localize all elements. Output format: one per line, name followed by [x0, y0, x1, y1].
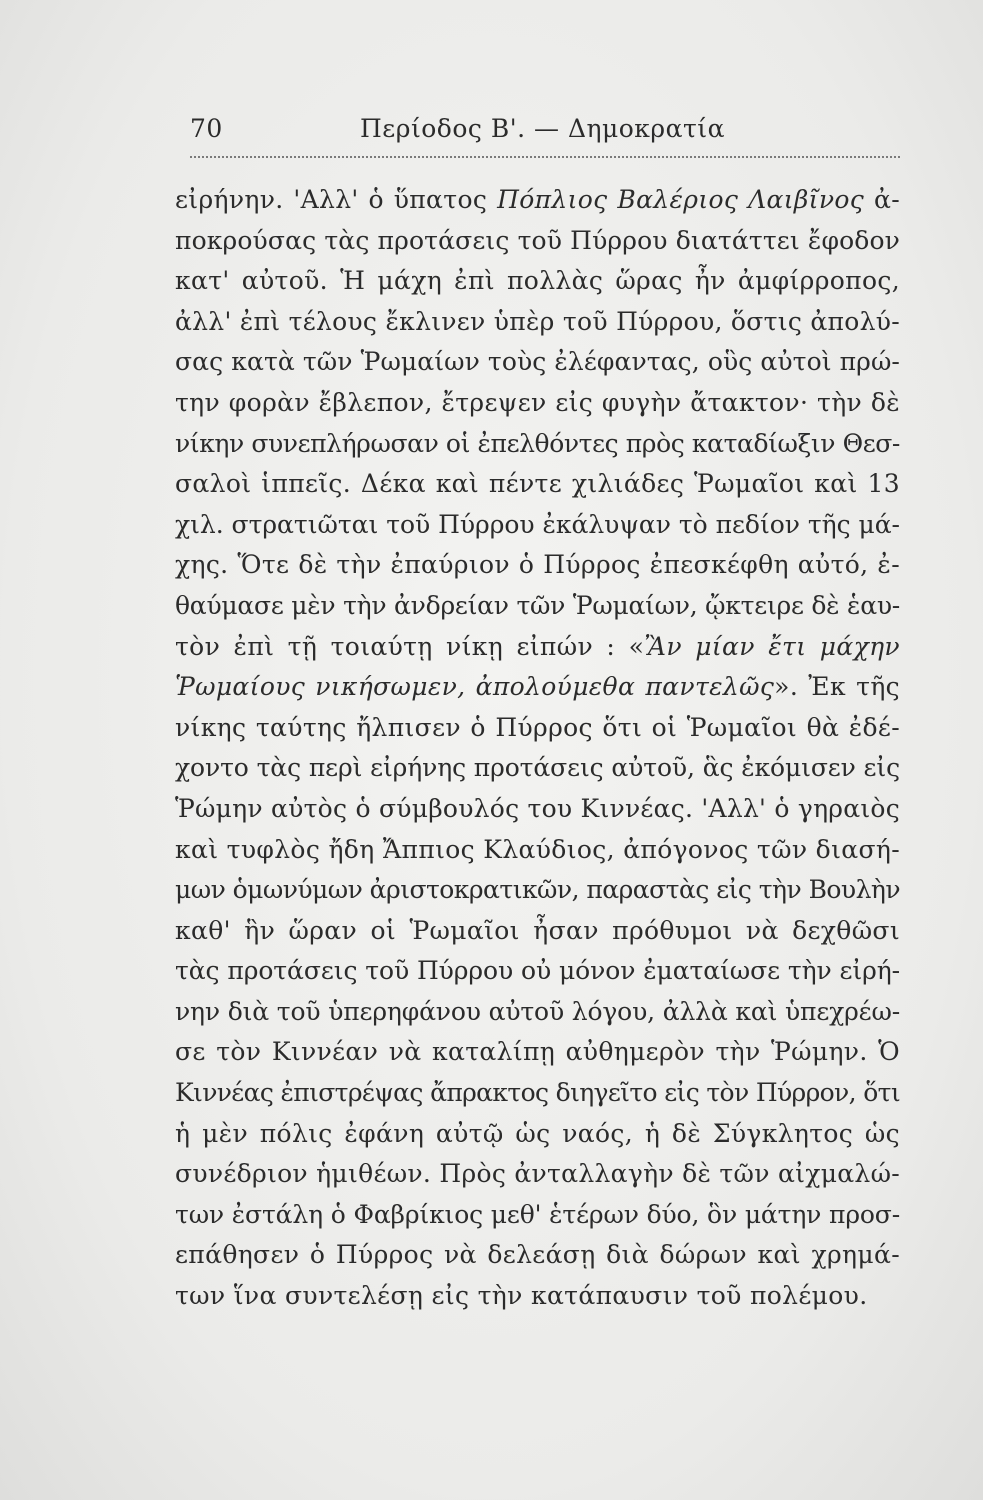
text-line [175, 667, 900, 708]
page-number: 70 [190, 114, 223, 143]
text-run: χης. Ὅτε δὲ τὴν ἐπαύριον ὁ Πύρρος ἐπεσκέφθη αὐτό, ἐ- [175, 550, 900, 580]
text-run: χιλ. στρατιῶται τοῦ Πύρρου ἐκάλυψαν τὸ πεδίον τῆς μά- [175, 509, 900, 539]
text-line [175, 951, 900, 992]
text-line [175, 424, 900, 465]
text-line [175, 545, 900, 586]
text-line [175, 748, 900, 789]
text-line [175, 342, 900, 383]
text-run: θαύμασε μὲν τὴν ἀνδρείαν τῶν Ῥωμαίων, ᾤκτειρε δὲ ἑαυ- [175, 590, 901, 620]
text-line [175, 1195, 900, 1236]
text-run: ποκρούσας τὰς προτάσεις τοῦ Πύρρου διατάττει ἔφοδον [175, 225, 901, 255]
text-run: νίκην συνεπλήρωσαν οἱ ἐπελθόντες πρὸς καταδίωξιν Θεσ- [175, 428, 900, 458]
text-run: μων ὁμωνύμων ἀριστοκρατικῶν, παραστὰς εἰς τὴν Βουλὴν [175, 875, 901, 905]
text-line [175, 1073, 900, 1114]
running-head: Περίοδος Β'. — Δημοκρατία [360, 114, 725, 143]
text-run: ἀ- [864, 185, 901, 214]
text-run: σε τὸν Κιννέαν νὰ καταλίπῃ αὐθημερὸν τὴν Ῥώμην. Ὁ [175, 1037, 900, 1067]
text-line [175, 586, 900, 627]
text-line [175, 221, 900, 262]
text-line [175, 1032, 900, 1073]
text-run: τὸν ἐπὶ τῇ τοιαύτῃ νίκῃ εἰπών : « [175, 631, 645, 661]
text-run: συνέδριον ἡμιθέων. Πρὸς ἀνταλλαγὴν δὲ τῶν αἰχμαλώ- [175, 1159, 901, 1189]
text-run: κατ' αὐτοῦ. Ἡ μάχη ἐπὶ πολλὰς ὥρας ἦν ἀμφίρροπος, [175, 266, 900, 296]
text-run: νην διὰ τοῦ ὑπερηφάνου αὐτοῦ λόγου, ἀλλὰ καὶ ὑπεχρέω- [175, 996, 901, 1026]
text-run: επάθησεν ὁ Πύρρος νὰ δελεάσῃ διὰ δώρων καὶ χρημά- [175, 1240, 900, 1270]
text-line [175, 992, 900, 1033]
text-run: καὶ τυφλὸς ἤδη Ἄππιος Κλαύδιος, ἀπόγονος τῶν διασή- [175, 834, 900, 864]
text-run: ». Ἐκ τῆς [774, 672, 901, 702]
text-line [175, 870, 900, 911]
text-line [175, 789, 900, 830]
text-run: των ἵνα συντελέσῃ εἰς τὴν κατάπαυσιν τοῦ πολέμου. [175, 1281, 868, 1311]
text-run: Πόπλιος Βαλέριος Λαιβῖνος [497, 185, 865, 214]
text-run: εἰρήνην. 'Αλλ' ὁ ὕπατος [175, 185, 498, 214]
text-line [175, 830, 900, 871]
text-run: ἀλλ' ἐπὶ τέλους ἔκλινεν ὑπὲρ τοῦ Πύρρου, ὅστις ἀπολύ- [175, 306, 900, 336]
text-run: σαλοὶ ἱππεῖς. Δέκα καὶ πέντε χιλιάδες Ῥωμαῖοι καὶ 13 [175, 469, 901, 499]
text-run: νίκης ταύτης ἤλπισεν ὁ Πύρρος ὅτι οἱ Ῥωμαῖοι θὰ ἐδέ- [175, 712, 900, 742]
text-run: των ἐστάλη ὁ Φαβρίκιος μεθ' ἑτέρων δύο, ὃν μάτην προσ- [175, 1199, 901, 1229]
body-text [175, 180, 900, 1317]
text-line [175, 383, 900, 424]
text-line [175, 464, 900, 505]
text-line [175, 911, 900, 952]
page-header [190, 100, 900, 150]
text-line [175, 180, 900, 221]
text-line [175, 1276, 900, 1317]
text-line [175, 1114, 900, 1155]
text-run: την φορὰν ἔβλεπον, ἔτρεψεν εἰς φυγὴν ἄτακτον· τὴν δὲ [175, 387, 900, 417]
text-run: σας κατὰ τῶν Ῥωμαίων τοὺς ἐλέφαντας, οὓς αὐτοὶ πρώ- [175, 347, 900, 377]
text-run: Ἂν μίαν ἔτι μάχην [644, 631, 900, 661]
text-line [175, 1235, 900, 1276]
text-line [175, 627, 900, 668]
text-run: Ῥώμην αὐτὸς ὁ σύμβουλός του Κιννέας. 'Αλλ' ὁ γηραιὸς [175, 793, 900, 823]
text-run: καθ' ἣν ὥραν οἱ Ῥωμαῖοι ἦσαν πρόθυμοι νὰ δεχθῶσι [175, 915, 900, 945]
text-line [175, 505, 900, 546]
text-line [175, 708, 900, 749]
text-run: χοντο τὰς περὶ εἰρήνης προτάσεις αὐτοῦ, ἃς ἐκόμισεν εἰς [175, 753, 900, 783]
text-line [175, 302, 900, 343]
text-run: τὰς προτάσεις τοῦ Πύρρου οὐ μόνον ἐματαίωσε τὴν εἰρή- [175, 956, 900, 986]
text-run: ἡ μὲν πόλις ἐφάνη αὐτῷ ὡς ναός, ἡ δὲ Σύγκλητος ὡς [175, 1118, 900, 1148]
header-rule [190, 156, 900, 158]
text-line [175, 1154, 900, 1195]
text-run: Ῥωμαίους νικήσωμεν, ἀπολούμεθα παντελῶς [175, 672, 775, 702]
text-run: Κιννέας ἐπιστρέψας ἄπρακτος διηγεῖτο εἰς τὸν Πύρρον, ὅτι [175, 1078, 900, 1108]
text-line [175, 261, 900, 302]
